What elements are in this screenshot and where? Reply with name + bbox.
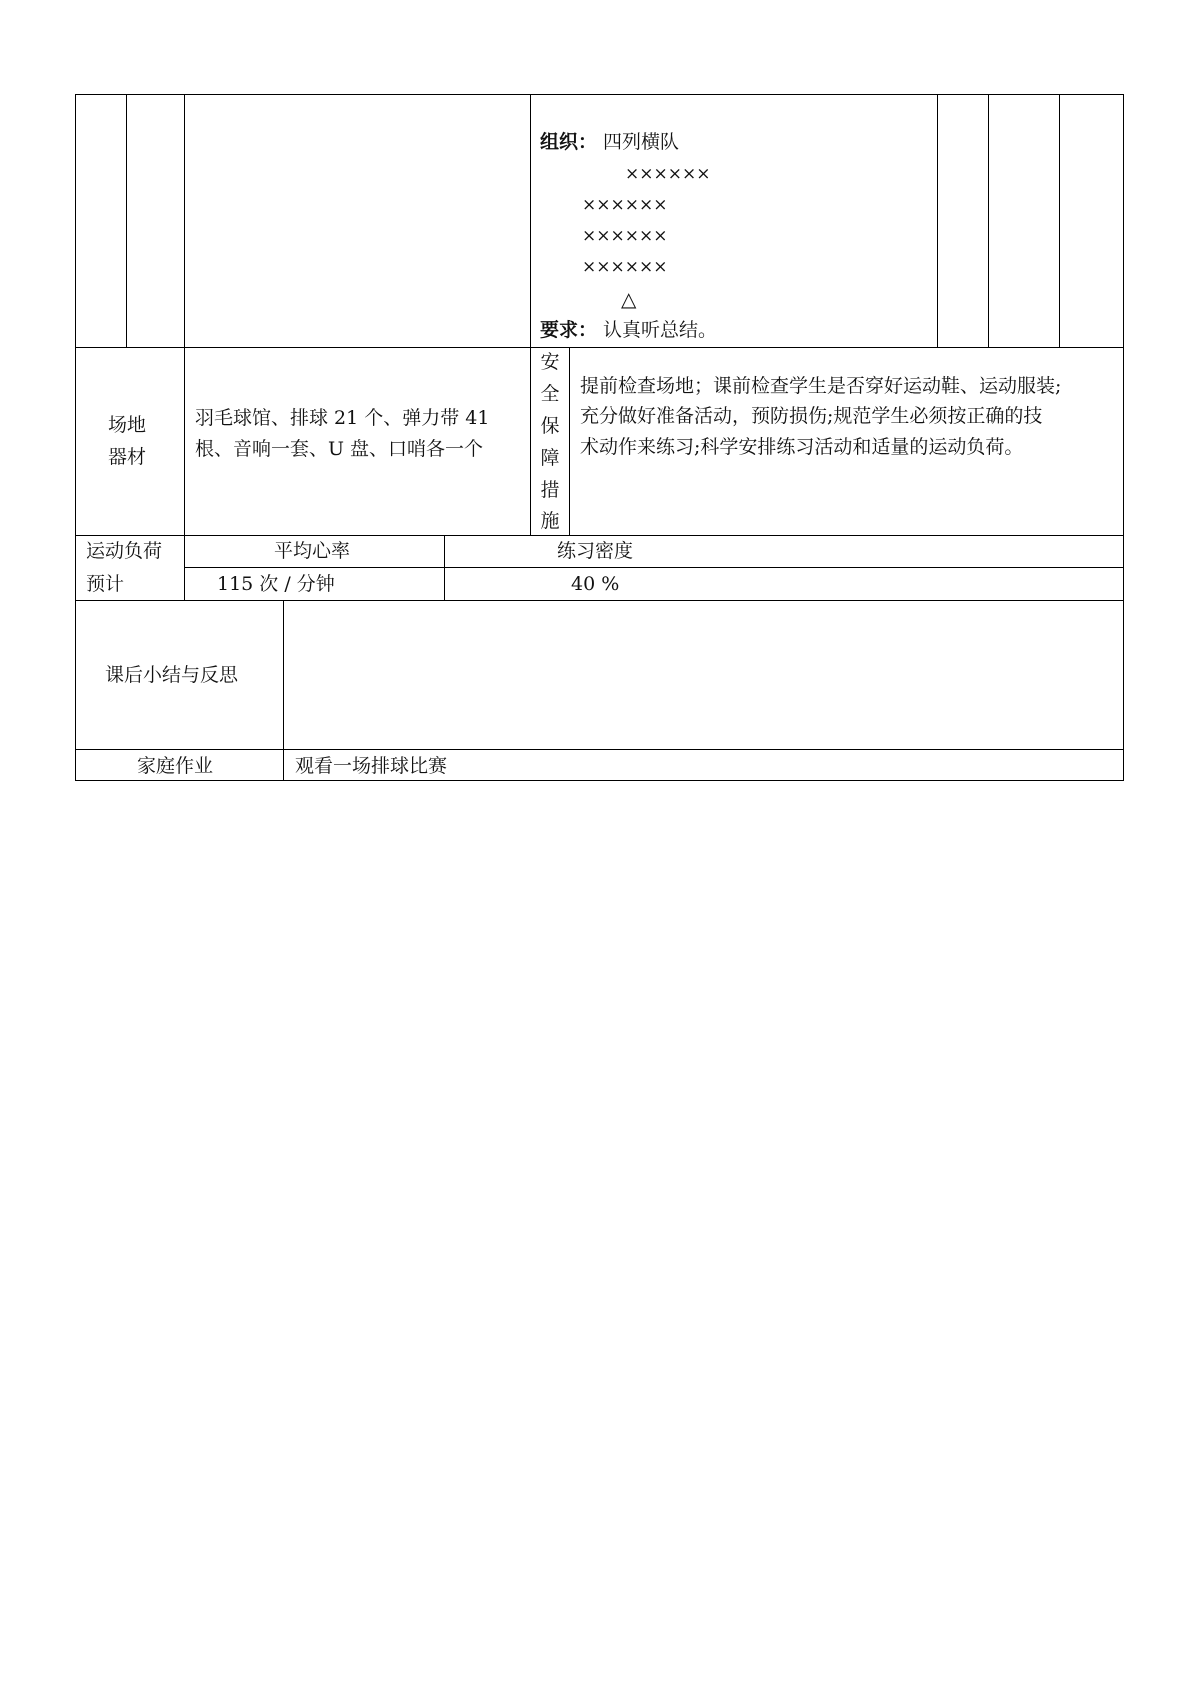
col-divider-2 [184, 94, 185, 535]
formation-row-1: ×××××× [625, 164, 711, 184]
safety-line2: 充分做好准备活动，预防损伤;规范学生必须按正确的技 [580, 405, 1043, 427]
org-label: 组织： [540, 131, 598, 153]
org-value: 四列横队 [603, 131, 680, 153]
row-divider-venue [75, 535, 1124, 536]
heart-rate-header: 平均心率 [274, 540, 351, 562]
equipment-line2: 根、音响一套、U 盘、口哨各一个 [195, 438, 484, 460]
requirement-value: 认真听总结。 [603, 319, 718, 341]
reflection-divider [283, 600, 284, 781]
teacher-mark: △ [621, 287, 637, 311]
load-mid-divider [184, 567, 1124, 568]
col-divider-1 [126, 94, 127, 347]
safety-char-1: 安 [540, 351, 560, 373]
reflection-label: 课后小结与反思 [105, 664, 239, 686]
col-divider-6 [1059, 94, 1060, 347]
load-label-line1: 运动负荷 [86, 540, 163, 562]
col-divider-4 [937, 94, 938, 347]
homework-label: 家庭作业 [137, 755, 214, 777]
row-divider-top [75, 347, 1124, 348]
safety-char-2: 全 [540, 383, 560, 405]
density-header: 练习密度 [557, 540, 634, 562]
safety-char-5: 措 [540, 479, 560, 501]
col-divider-5 [988, 94, 989, 347]
density-value: 40 % [571, 573, 620, 595]
safety-char-6: 施 [540, 510, 560, 532]
formation-row-2: ×××××× [582, 195, 668, 215]
formation-row-4: ×××××× [582, 257, 668, 277]
load-label-line2: 预计 [86, 573, 125, 595]
row-divider-load [75, 600, 1124, 601]
safety-char-3: 保 [540, 415, 560, 437]
safety-line1: 提前检查场地；课前检查学生是否穿好运动鞋、运动服装; [580, 375, 1062, 397]
homework-content: 观看一场排球比赛 [295, 755, 448, 777]
safety-char-4: 障 [540, 447, 560, 469]
equipment-line1: 羽毛球馆、排球 21 个、弹力带 41 [195, 407, 490, 429]
venue-label-line1: 场地 [108, 414, 147, 436]
safety-line3: 术动作来练习;科学安排练习活动和适量的运动负荷。 [580, 436, 1024, 458]
heart-rate-value: 115 次 / 分钟 [217, 573, 335, 595]
requirement-label: 要求： [540, 319, 598, 341]
row-divider-reflection [75, 749, 1124, 750]
formation-row-3: ×××××× [582, 226, 668, 246]
venue-label-line2: 器材 [108, 446, 147, 468]
